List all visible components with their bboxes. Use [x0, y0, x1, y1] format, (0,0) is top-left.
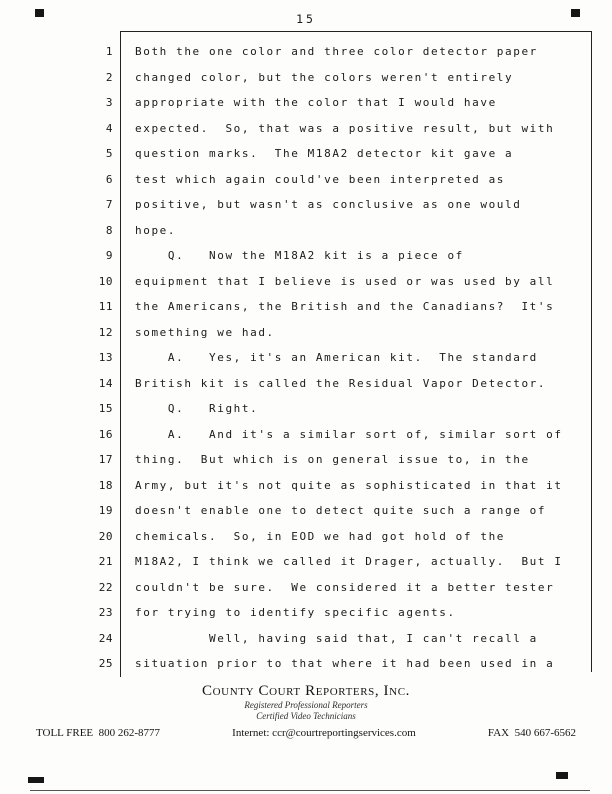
line-number: 23: [98, 606, 113, 620]
transcript-line: [0, 116, 612, 142]
line-text: couldn't be sure. We considered it a better tester: [135, 580, 555, 594]
transcript-line: [0, 473, 612, 499]
line-number: 4: [105, 121, 113, 135]
transcript-line: [0, 243, 612, 269]
transcript-line: [0, 192, 612, 218]
footer-subtitle-1: Registered Professional Reporters: [244, 700, 368, 710]
line-text: the Americans, the British and the Canadians? It's: [135, 300, 555, 314]
footer: [0, 683, 612, 739]
line-number: 9: [105, 249, 113, 263]
line-text: for trying to identify specific agents.: [135, 606, 456, 620]
transcript-line: [0, 39, 612, 65]
line-number: 3: [105, 96, 113, 110]
line-text: thing. But which is on general issue to, in the: [135, 453, 530, 467]
line-number: 18: [98, 478, 113, 492]
line-text: appropriate with the color that I would have: [135, 96, 497, 110]
transcript-line: [0, 396, 612, 422]
transcript-line: [0, 600, 612, 626]
line-number: 8: [105, 223, 113, 237]
transcript-body: [0, 39, 612, 677]
transcript-line: [0, 626, 612, 652]
line-number: 17: [98, 453, 113, 467]
line-number: 11: [98, 300, 113, 314]
scan-edge-line: [30, 790, 590, 791]
line-number: 19: [98, 504, 113, 518]
line-text: Well, having said that, I can't recall a: [135, 631, 538, 645]
line-number: 20: [98, 529, 113, 543]
line-number: 15: [98, 402, 113, 416]
line-number: 7: [105, 198, 113, 212]
line-text: hope.: [135, 223, 177, 237]
line-number: 14: [98, 376, 113, 390]
transcript-line: [0, 90, 612, 116]
line-text: Q. Now the M18A2 kit is a piece of: [135, 249, 464, 263]
footer-subtitle-2: Certified Video Technicians: [256, 711, 356, 721]
line-text: something we had.: [135, 325, 275, 339]
line-text: Q. Right.: [135, 402, 259, 416]
transcript-line: [0, 524, 612, 550]
line-number: 10: [98, 274, 113, 288]
line-text: British kit is called the Residual Vapor Detector.: [135, 376, 547, 390]
line-number: 21: [98, 555, 113, 569]
transcript-line: [0, 167, 612, 193]
transcript-line: [0, 575, 612, 601]
line-text: question marks. The M18A2 detector kit gave a: [135, 147, 514, 161]
line-text: situation prior to that where it had been used in a: [135, 657, 555, 671]
transcript-line: [0, 320, 612, 346]
line-number: 5: [105, 147, 113, 161]
line-number: 2: [105, 70, 113, 84]
line-number: 12: [98, 325, 113, 339]
line-number: 6: [105, 172, 113, 186]
line-text: changed color, but the colors weren't entirely: [135, 70, 514, 84]
transcript-line: [0, 422, 612, 448]
header-rule: [120, 31, 592, 32]
transcript-line: [0, 345, 612, 371]
line-text: expected. So, that was a positive result, but with: [135, 121, 555, 135]
line-text: A. Yes, it's an American kit. The standard: [135, 351, 538, 365]
toll-free-number: TOLL FREE 800 262-8777: [36, 727, 161, 739]
scan-mark-bottom-right: [556, 772, 568, 779]
transcript-line: [0, 294, 612, 320]
transcript-line: [0, 371, 612, 397]
transcript-line: [0, 651, 612, 677]
transcript-line: [0, 269, 612, 295]
footer-contact-line: [36, 727, 576, 739]
line-text: M18A2, I think we called it Drager, actually. But I: [135, 555, 563, 569]
internet-email: Internet: ccr@courtreportingservices.com: [232, 727, 416, 739]
transcript-line: [0, 447, 612, 473]
line-number: 24: [98, 631, 113, 645]
transcript-line: [0, 141, 612, 167]
scan-mark-bottom-left: [28, 777, 44, 783]
line-text: doesn't enable one to detect quite such a range of: [135, 504, 547, 518]
line-text: Army, but it's not quite as sophisticated in that it: [135, 478, 563, 492]
line-number: 22: [98, 580, 113, 594]
line-number: 25: [98, 657, 113, 671]
line-number: 1: [105, 45, 113, 59]
line-text: test which again could've been interpreted as: [135, 172, 506, 186]
transcript-line: [0, 498, 612, 524]
line-text: equipment that I believe is used or was used by all: [135, 274, 555, 288]
line-text: A. And it's a similar sort of, similar sort of: [135, 427, 563, 441]
transcript-line: [0, 549, 612, 575]
line-text: chemicals. So, in EOD we had got hold of the: [135, 529, 506, 543]
reporter-company-name: County Court Reporters, Inc.: [202, 683, 410, 699]
line-number: 16: [98, 427, 113, 441]
line-text: positive, but wasn't as conclusive as one would: [135, 198, 522, 212]
page-number: 15: [296, 12, 316, 26]
transcript-line: [0, 65, 612, 91]
transcript-line: [0, 218, 612, 244]
fax-number: FAX 540 667-6562: [487, 727, 576, 739]
line-number: 13: [98, 351, 113, 365]
line-text: Both the one color and three color detector paper: [135, 45, 538, 59]
